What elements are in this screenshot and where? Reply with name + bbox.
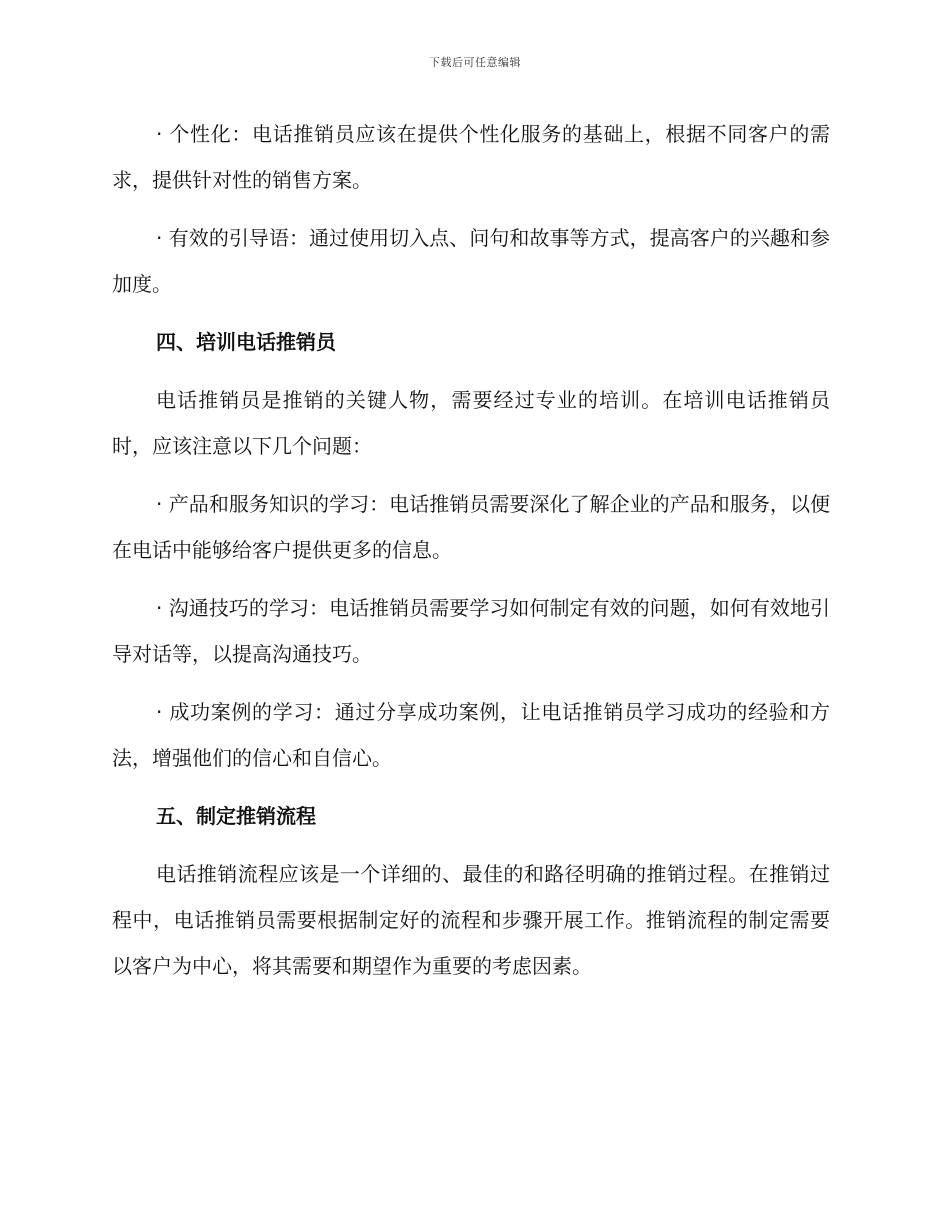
paragraph-sales-process: 电话推销流程应该是一个详细的、最佳的和路径明确的推销过程。在推销过程中，电话推销员需要根据制定好的流程和步骤开展工作。推销流程的制定需要以客户为中心，将其需要和期望作为重要的考虑因素。 (112, 862, 830, 978)
paragraph-product-knowledge: · 产品和服务知识的学习：电话推销员需要深化了解企业的产品和服务，以便在电话中能够给客户提供更多的信息。 (112, 492, 830, 562)
document-body (112, 111, 830, 1001)
paragraph-success-cases: · 成功案例的学习：通过分享成功案例，让电话推销员学习成功的经验和方法，增强他们的信心和自信心。 (112, 700, 830, 770)
paragraph-guiding-words: · 有效的引导语：通过使用切入点、问句和故事等方式，提高客户的兴趣和参加度。 (112, 226, 830, 296)
paragraph-training-intro: 电话推销员是推销的关键人物，需要经过专业的培训。在培训电话推销员时，应该注意以下几个问题： (112, 388, 830, 458)
paragraph-communication-skills: · 沟通技巧的学习：电话推销员需要学习如何制定有效的问题，如何有效地引导对话等，以提高沟通技巧。 (112, 596, 830, 666)
section-heading-process: 五、制定推销流程 (156, 804, 316, 828)
paragraph-personalization: · 个性化：电话推销员应该在提供个性化服务的基础上，根据不同客户的需求，提供针对性的销售方案。 (112, 122, 830, 192)
section-heading-training: 四、培训电话推销员 (156, 330, 336, 354)
header-note: 下载后可任意编辑 (429, 56, 521, 69)
